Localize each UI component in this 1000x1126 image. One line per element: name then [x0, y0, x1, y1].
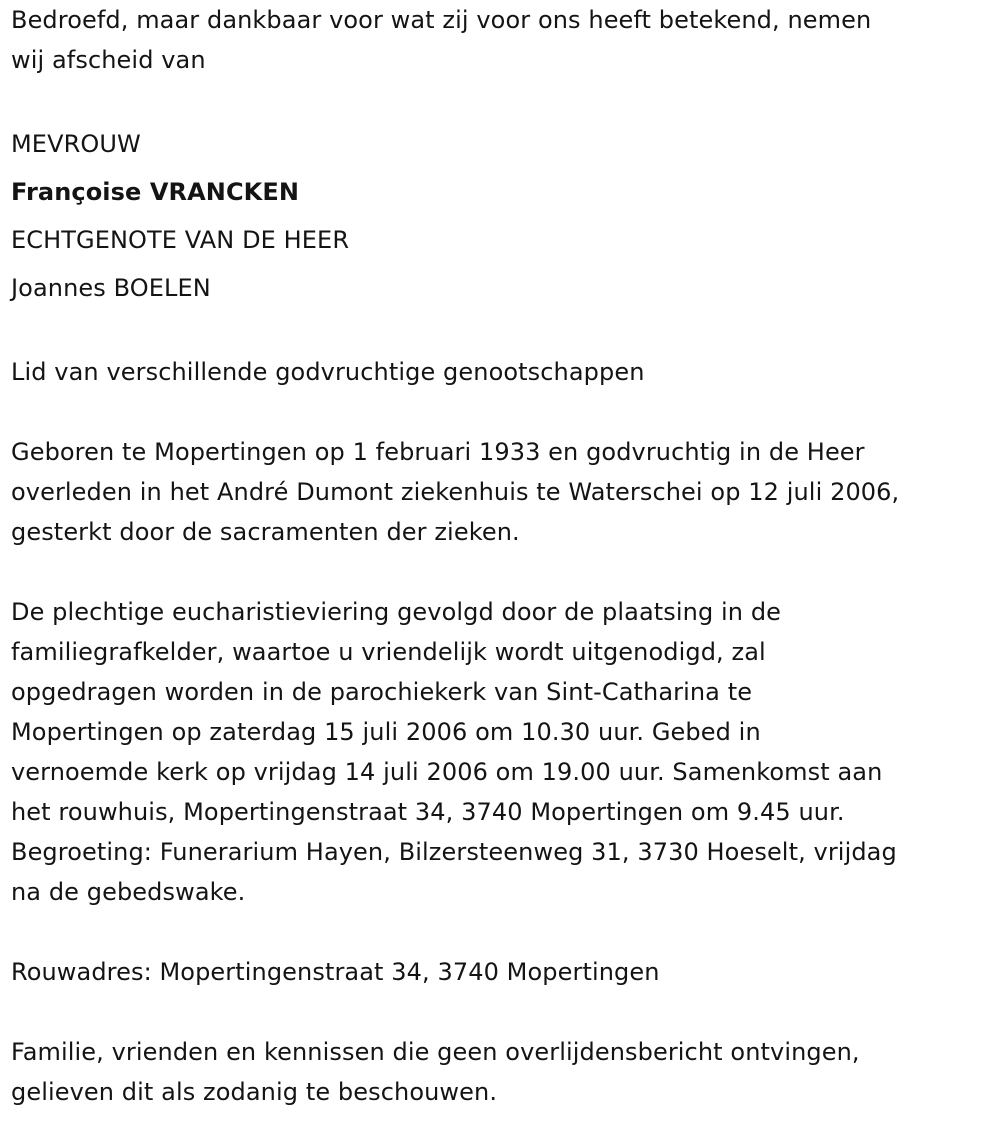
intro-paragraph — [11, 0, 996, 80]
intro-line: Bedroefd, maar dankbaar voor wat zij voor ons heeft betekend, nemen — [11, 6, 872, 34]
membership-text: Lid van verschillende godvruchtige genootschappen — [11, 358, 645, 386]
ceremony-line: familiegrafkelder, waartoe u vriendelijk wordt uitgenodigd, zal — [11, 638, 766, 666]
ceremony-paragraph — [11, 592, 996, 912]
birth-death-paragraph — [11, 432, 996, 552]
spacer — [11, 992, 996, 1032]
mourning-address: Rouwadres: Mopertingenstraat 34, 3740 Mopertingen — [11, 958, 660, 986]
ceremony-line: De plechtige eucharistieviering gevolgd door de plaatsing in de — [11, 598, 782, 626]
spacer — [11, 312, 996, 352]
closing-line: Familie, vrienden en kennissen die geen overlijdensbericht ontvingen, — [11, 1038, 860, 1066]
relation-label: ECHTGENOTE VAN DE HEER — [11, 226, 350, 254]
ceremony-line: na de gebedswake. — [11, 878, 246, 906]
ceremony-line: Mopertingen op zaterdag 15 juli 2006 om 10.30 uur. Gebed in — [11, 718, 761, 746]
honorific-title: MEVROUW — [11, 130, 141, 158]
deceased-name: Françoise VRANCKEN — [11, 178, 300, 206]
ceremony-line: opgedragen worden in de parochiekerk van Sint-Catharina te — [11, 678, 753, 706]
birth-death-line: overleden in het André Dumont ziekenhuis te Waterschei op 12 juli 2006, — [11, 478, 900, 506]
intro-line: wij afscheid van — [11, 46, 206, 74]
closing-paragraph — [11, 1032, 996, 1112]
spacer — [11, 392, 996, 432]
closing-line: gelieven dit als zodanig te beschouwen. — [11, 1078, 498, 1106]
birth-death-line: Geboren te Mopertingen op 1 februari 1933 en godvruchtig in de Heer — [11, 438, 865, 466]
spouse-name: Joannes BOELEN — [11, 274, 211, 302]
ceremony-line: vernoemde kerk op vrijdag 14 juli 2006 om 19.00 uur. Samenkomst aan — [11, 758, 883, 786]
spacer — [11, 552, 996, 592]
birth-death-line: gesterkt door de sacramenten der zieken. — [11, 518, 520, 546]
ceremony-line: het rouwhuis, Mopertingenstraat 34, 3740 Mopertingen om 9.45 uur. — [11, 798, 845, 826]
name-block — [11, 120, 996, 312]
spacer — [11, 80, 996, 120]
obituary-notice — [11, 0, 996, 1112]
spacer — [11, 912, 996, 952]
ceremony-line: Begroeting: Funerarium Hayen, Bilzersteenweg 31, 3730 Hoeselt, vrijdag — [11, 838, 897, 866]
